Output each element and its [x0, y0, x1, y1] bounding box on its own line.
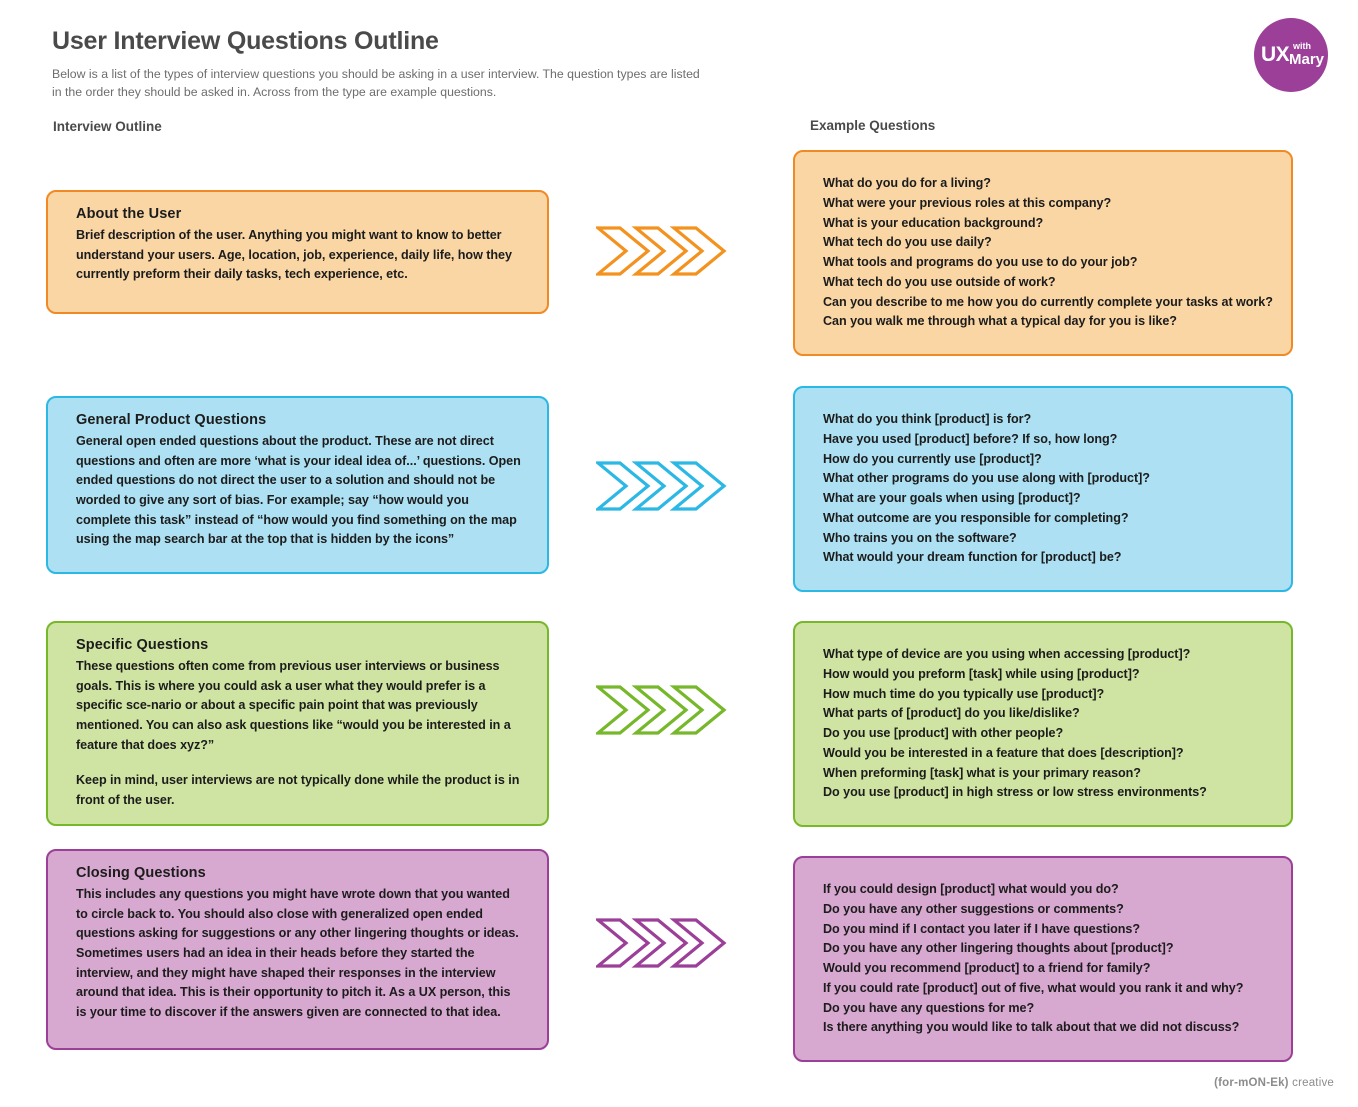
questions-list [823, 174, 1273, 332]
question-item: Do you mind if I contact you later if I have questions? [823, 921, 1141, 936]
footer-credit-light: creative [1292, 1077, 1334, 1089]
question-item: Do you have any other lingering thoughts about [product]? [823, 941, 1174, 956]
outline-card-general-product-questions [46, 396, 549, 574]
question-item: Do you use [product] with other people? [823, 726, 1064, 741]
column-heading-interview-outline: Interview Outline [53, 119, 162, 134]
question-item: What tech do you use daily? [823, 235, 992, 250]
chevron-arrows-icon-about-the-user [596, 224, 746, 278]
question-item: What do you do for a living? [823, 176, 991, 190]
question-item: Do you use [product] in high stress or low stress environments? [823, 785, 1207, 800]
outline-card-body [76, 885, 521, 1022]
question-item: Is there anything you would like to talk about that we did not discuss? [823, 1020, 1240, 1035]
outline-paragraph: Brief description of the user. Anything you might want to know to better understand your users. Age, location, job, experience, daily life, how they currently preform their daily tasks, tech experience, etc. [76, 228, 512, 282]
outline-card-title: General Product Questions [76, 412, 267, 428]
question-item: What were your previous roles at this company? [823, 195, 1112, 210]
question-item: Who trains you on the software? [823, 530, 1017, 545]
outline-card-specific-questions [46, 621, 549, 826]
outline-card-body [76, 226, 521, 285]
question-item: What other programs do you use along with [product]? [823, 471, 1150, 486]
question-item: What would your dream function for [product] be? [823, 550, 1122, 565]
question-item: Do you have any other suggestions or comments? [823, 901, 1124, 916]
questions-list [823, 645, 1269, 803]
chevron-arrows-icon-specific-questions [596, 683, 746, 737]
question-item: What outcome are you responsible for completing? [823, 510, 1129, 525]
question-item: What is your education background? [823, 215, 1044, 230]
question-item: Have you used [product] before? If so, how long? [823, 431, 1118, 446]
question-item: Would you recommend [product] to a friend for family? [823, 961, 1151, 976]
questions-list [823, 880, 1269, 1038]
question-item: What type of device are you using when accessing [product]? [823, 647, 1191, 661]
question-item: When preforming [task] what is your primary reason? [823, 765, 1141, 780]
questions-list [823, 410, 1269, 568]
question-item: How do you currently use [product]? [823, 451, 1042, 466]
logo-with-text: with [1293, 41, 1311, 51]
footer-credit [1214, 1077, 1334, 1089]
chevron-arrows-icon-closing-questions [596, 916, 746, 970]
page-subtitle: Below is a list of the types of interview questions you should be asking in a user interview. The question types are listed in the order they should be asked in. Across from the type are example questions. [52, 66, 700, 100]
question-item: What are your goals when using [product]? [823, 491, 1081, 506]
outline-paragraph: General open ended questions about the product. These are not direct questions and often are more ‘what is your ideal idea of...’ questions. Open ended questions do not direct the user to a solution and should not be worded to give any sort of bias. For example; say “how would you complete this task” instead of “how would you find something on the map using the map search bar at the top that is hidden by the icons” [76, 434, 521, 547]
page-title: User Interview Questions Outline [52, 27, 439, 55]
question-item: Do you have any questions for me? [823, 1000, 1035, 1015]
outline-card-title: Closing Questions [76, 865, 206, 881]
outline-paragraph: These questions often come from previous user interviews or business goals. This is where you could ask a user what they would prefer is a specific sce-nario or about a specific pain point that was previously mentioned. You can also ask questions like “would you be interested in a feature that does xyz?” [76, 659, 511, 752]
questions-card-about-the-user [793, 150, 1293, 356]
questions-card-general-product-questions [793, 386, 1293, 592]
outline-paragraph: Keep in mind, user interviews are not typically done while the product is in front of the user. [76, 773, 520, 807]
outline-card-body [76, 432, 521, 550]
question-item: How would you preform [task] while using [product]? [823, 666, 1140, 681]
outline-paragraph: This includes any questions you might have wrote down that you wanted to circle back to. You should also close with generalized open ended questions asking for suggestions or any other lingering thoughts or ideas. Sometimes users had an idea in their heads before they started the interview, and they might have shaped their responses in the interview around that idea. This is their opportunity to pitch it. As a UX person, this is your time to discover if the answers given are connected to that idea. [76, 887, 519, 1019]
question-item: Can you describe to me how you do currently complete your tasks at work? [823, 294, 1273, 309]
question-item: What parts of [product] do you like/dislike? [823, 706, 1080, 721]
question-item: Can you walk me through what a typical day for you is like? [823, 314, 1177, 329]
outline-card-title: About the User [76, 206, 182, 222]
question-item: What tech do you use outside of work? [823, 274, 1056, 289]
outline-card-title: Specific Questions [76, 637, 209, 653]
footer-credit-bold: (for-mON-Ek) [1214, 1077, 1289, 1089]
question-item: What do you think [product] is for? [823, 412, 1032, 426]
outline-card-closing-questions [46, 849, 549, 1050]
logo-mary-text: Mary [1289, 51, 1325, 68]
logo-ux-text: UX [1261, 43, 1290, 66]
outline-card-about-the-user [46, 190, 549, 314]
question-item: What tools and programs do you use to do your job? [823, 255, 1138, 270]
questions-card-specific-questions [793, 621, 1293, 827]
outline-card-body [76, 657, 521, 810]
column-heading-example-questions: Example Questions [810, 118, 936, 133]
chevron-arrows-icon-general-product-questions [596, 459, 746, 513]
question-item: Would you be interested in a feature that does [description]? [823, 745, 1184, 760]
question-item: If you could design [product] what would you do? [823, 882, 1119, 896]
questions-card-closing-questions [793, 856, 1293, 1062]
question-item: How much time do you typically use [product]? [823, 686, 1105, 701]
question-item: If you could rate [product] out of five, what would you rank it and why? [823, 980, 1244, 995]
